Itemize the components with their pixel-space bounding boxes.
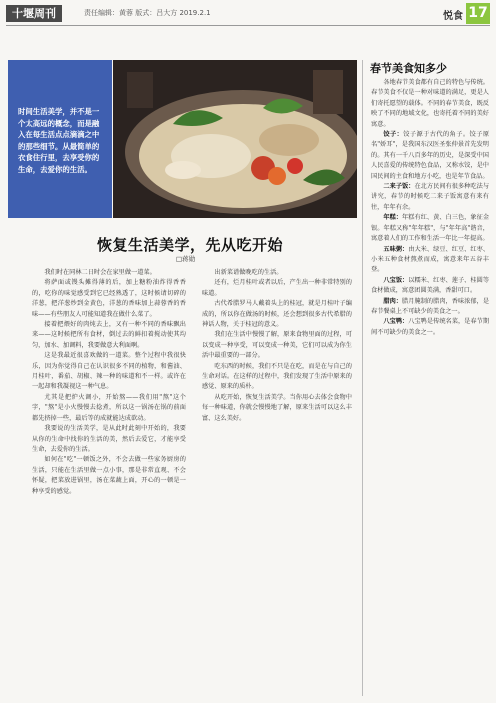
sidebar-paragraph [371,130,489,182]
editor-credits: 责任编辑：黄蓉 版式：吕大方 2019.2.1 [84,9,211,17]
paragraph: 吃东西的时候，我们不只是在吃，而是在与自己的生命对话。在这样的过程中，我们发现了生活中原来的感觉、原来的质朴。 [202,362,352,391]
paragraph: 我们在生活中慢慢了解，原来食物里面的过程，可以变成一种享受，可以变成一种美，它们可以成为你生活中最重要的一部分。 [202,331,352,360]
sidebar-lead: 五味粥： [383,245,409,253]
paragraph: 还有，烂月桂叶或者以后，产生出一种非常特别的味道。 [202,279,352,297]
sidebar-text: 以糯米、红枣、莲子、桂圆等食材做成，寓意团圆美满，香甜可口。 [371,276,489,295]
paragraph: 古代希腊罗马人戴着头上的桂冠，就是月桂叶子编成的，所以你在做汤的时候，还会想到很多古代希腊的神话人物，关于桂冠的意义。 [202,300,352,329]
food-photo [113,60,357,218]
sidebar-paragraph [371,245,489,276]
sidebar-paragraph [371,276,489,297]
article-title: 恢复生活美学，先从吃开始 [96,236,283,254]
paragraph: 接着把煨好的肉炖去上，又有一种不同的香味飘出来——这时候把所有食材，倒过去的鲜扣着搅动使其均匀，加水、加调料，我要做意大利面啊。 [32,321,186,349]
page-number: 17 [466,3,490,24]
paragraph: 这是我最近很喜欢做的一道菜。整个过程中我很快乐，因为你觉得自己在认识很多不同的植物，和酱油、月桂叶，番茄、胡椒、辣一种的味道和不一样。或许在一起却和我凝视这一种气息。 [32,352,186,391]
newspaper-brand: 十堰周刊 [6,5,62,22]
paragraph: 我们时在同林二日时会在家里做一道菜。 [44,269,156,276]
sidebar-text: 腊月腌制的腊肉，香味浓郁，是春节餐桌上不可缺少的美食之一。 [371,297,489,315]
article-column-1 [32,268,186,698]
paragraph: 出新菜谱做晚吃的生活。 [214,269,283,276]
sidebar-paragraph [371,297,489,318]
article-column-2 [202,268,352,698]
sidebar-paragraph [371,317,489,338]
paragraph: 尤其是把炉火调小，开始熬——我们用"熬"这个字，"熬"是小火慢慢去捻煮，所以这一锅汤在锅的前面都先挤掉一些，最后等的成就能达成欲动。 [32,393,186,422]
sidebar-lead: 腊肉： [383,297,403,305]
sidebar-text: 年糕有红、黄、白三色，象征金银。年糕又称"年年糕"，与"年年高"谐音，寓意着人们的工作和生活一年比一年提高。 [371,214,489,243]
sidebar-text: 八宝鸭是传统名菜，是春节期间不可缺少的美食之一。 [371,318,489,336]
paragraph: 从吃开始，恢复生活美学。当你用心去体会食物中每一种味道，你就会慢慢地了解，原来生活可以这么丰富、这么美好。 [202,393,352,422]
article-byline: □蒋勋 [176,255,196,263]
sidebar-text: 在北方民间有很多种吃法与讲究，春节的时候吃二来子饭寓意有来有往，年年有余。 [371,183,489,211]
sidebar-lead: 二来子饭： [383,183,415,191]
sidebar-text: 饺子源于古代的角子。饺子原名"娇耳"，是我国东汉医圣张仲景首先发明的。其有一千八百多年的历史，是深受中国人民喜爱的传统特色食品，又称水饺，是中国民间的主食和地方小吃，也是年节食品。 [371,131,489,180]
sidebar-body [371,78,489,698]
header-rule [6,25,490,26]
pullquote-text: 时间生活美学，并不是一个太高远的概念，而是融入在每生活点点滴滴之中的那些细节。从最简单的衣食住行里，去享受你的生命，去爱你的生活。 [18,107,100,174]
sidebar-lead: 八宝鸭： [383,318,409,326]
sidebar-text: 由大米、绿豆、红豆、红枣、小米五种食材熬煮而成，寓意来年五谷丰登。 [371,245,489,274]
sidebar-paragraph [371,213,489,244]
paragraph: 如何在"吃"一顿饭之外，不会去做一些家务厨房的生活，只能在生活里做一点小事，那是非常直观、不会怀疑，把菜放进锅里，汤在菜蔬上面，开心的一顿是一种享受的感觉。 [32,456,186,495]
sidebar-title: 春节美食知多少 [370,62,447,75]
column-divider [362,60,363,696]
pullquote-box [8,60,112,218]
section-name: 悦食 [443,11,463,22]
paragraph: 将萨面或馒头摊得薄的后，加上糖粉油炸得香香的，吃你的味觉感受到它已经熟透了，这时候请切碎的洋葱，把洋葱炒到金黄色，洋葱的香味加上蒜蓉香的香味——有些朋友人可能知道我在做什么菜了。 [32,279,186,318]
sidebar-paragraph [371,78,489,130]
hotpot-illustration [113,60,357,218]
page-header [0,0,496,28]
sidebar-lead: 年糕： [383,214,403,222]
sidebar-lead: 八宝饭： [383,276,409,284]
sidebar-text: 各地春节美食都有自己的特色与传统。春节美食不仅是一种对味道的满足，更是人们寄托愿望的载体。不同的春节美食，既反映了不同的地域文化，也寄托着不同的美好寓意。 [371,79,489,128]
paragraph: 我要说的生活美学，是从此时此刻中开始的，我要从你的生命中找你的生活的美，然后去爱它，才能享受生命，去爱你的生活。 [32,425,186,453]
sidebar-lead: 饺子： [383,131,404,139]
sidebar-paragraph [371,182,489,213]
